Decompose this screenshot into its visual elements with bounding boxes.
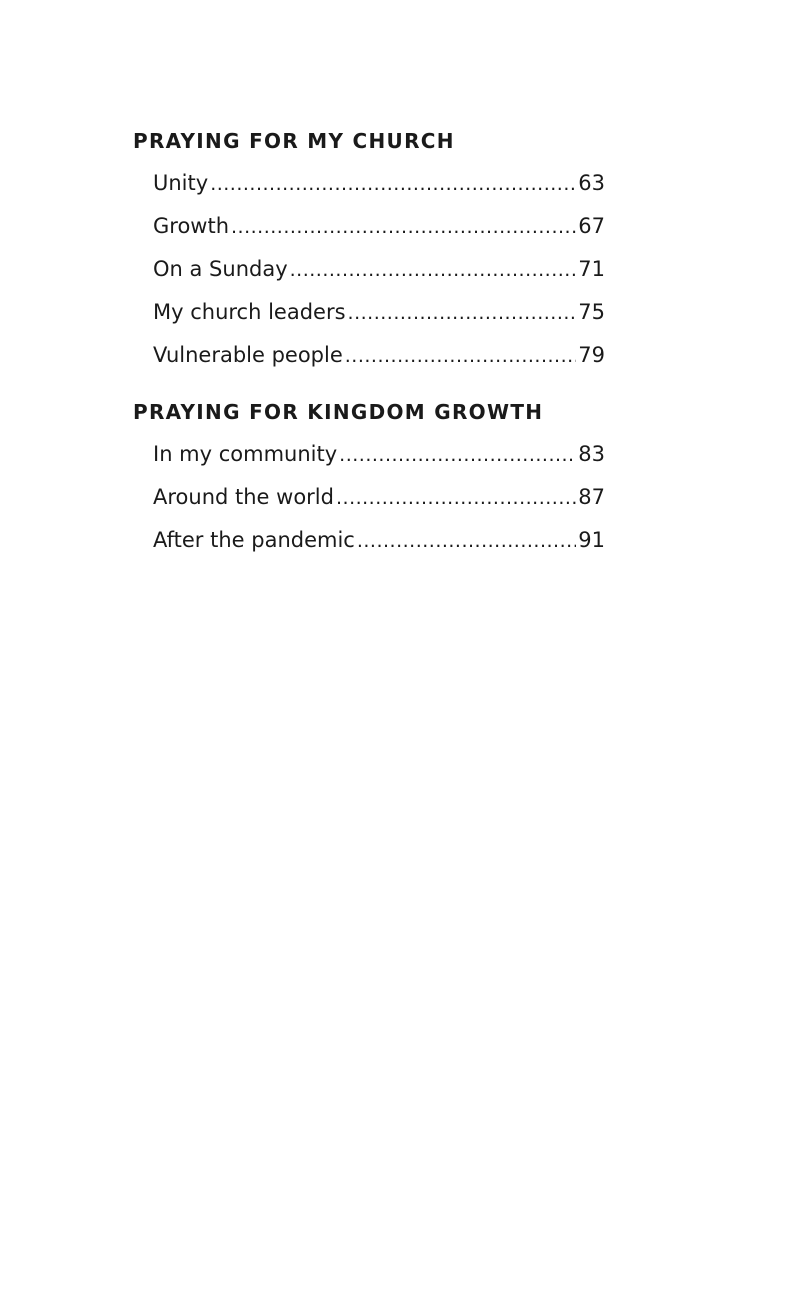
toc-page-number: 67: [578, 214, 605, 238]
dot-leader: [348, 292, 577, 335]
toc-entry-title: On a Sunday: [153, 257, 288, 281]
toc-entry-title: Around the world: [153, 485, 334, 509]
toc-entry-title: In my community: [153, 442, 338, 466]
toc-entry[interactable]: [153, 433, 605, 476]
toc-section-my-church: [133, 126, 605, 377]
toc-page-number: 63: [578, 171, 605, 195]
section-heading: PRAYING FOR MY CHURCH: [133, 129, 455, 153]
toc-entry[interactable]: [153, 476, 605, 519]
toc-entry-title: Vulnerable people: [153, 343, 343, 367]
dot-leader: [336, 477, 576, 520]
toc-entry-title: My church leaders: [153, 300, 346, 324]
toc-page-number: 75: [578, 300, 605, 324]
dot-leader: [231, 206, 576, 249]
dot-leader: [339, 434, 576, 477]
toc-section-kingdom-growth: [133, 397, 605, 562]
table-of-contents: [133, 126, 605, 562]
dot-leader: [345, 335, 577, 378]
dot-leader: [290, 249, 577, 292]
toc-entry[interactable]: [153, 162, 605, 205]
toc-list: [133, 433, 605, 562]
toc-entry[interactable]: [153, 519, 605, 562]
toc-entry[interactable]: [153, 291, 605, 334]
toc-page-number: 71: [578, 257, 605, 281]
dot-leader: [210, 163, 576, 206]
toc-entry-title: Unity: [153, 171, 209, 195]
toc-entry-title: After the pandemic: [153, 528, 355, 552]
toc-list: [133, 162, 605, 377]
toc-entry[interactable]: [153, 248, 605, 291]
toc-page-number: 87: [578, 485, 605, 509]
toc-page-number: 83: [578, 442, 605, 466]
toc-page-number: 79: [578, 343, 605, 367]
toc-entry[interactable]: [153, 334, 605, 377]
toc-entry-title: Growth: [153, 214, 230, 238]
toc-page-number: 91: [578, 528, 605, 552]
section-heading: PRAYING FOR KINGDOM GROWTH: [133, 400, 544, 424]
toc-entry[interactable]: [153, 205, 605, 248]
dot-leader: [357, 520, 576, 563]
